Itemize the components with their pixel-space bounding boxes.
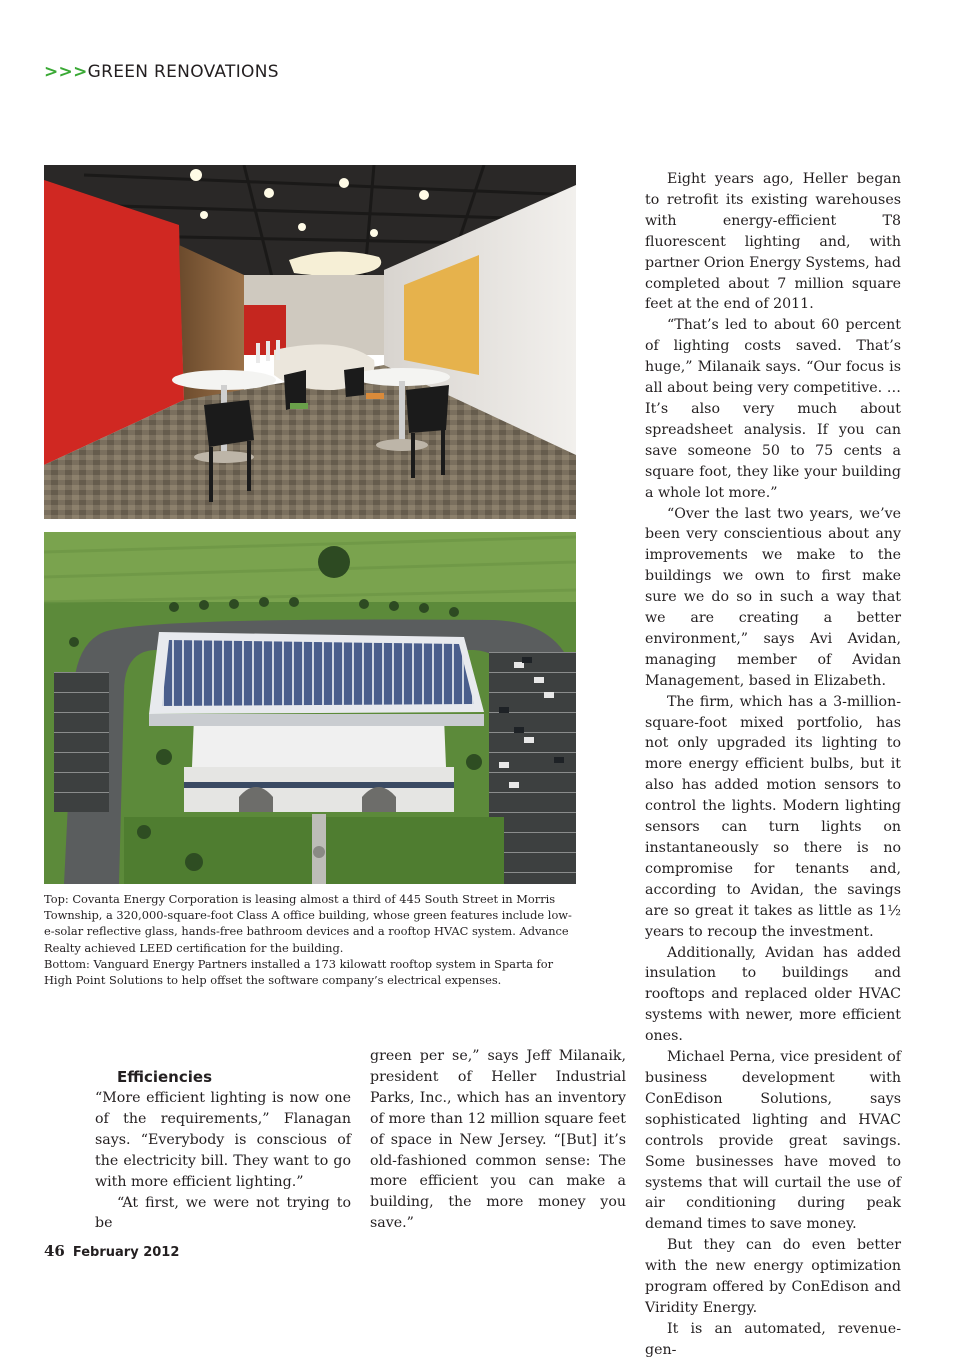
article-paragraph: Additionally, Avidan has added insulation to buildings and rooftops and replaced older HVAC systems with newer, more efficient ones. [645, 944, 901, 1045]
section-title: GREEN RENOVATIONS [87, 62, 279, 82]
page-footer [44, 1242, 179, 1260]
aerial-building-photo [44, 532, 576, 884]
article-paragraph: “More efficient lighting is now one of the requirements,” Flanagan says. “Everybody is conscious of the electricity bill. They want to go with more efficient lighting.” [95, 1090, 351, 1190]
article-column-middle [370, 1046, 626, 1234]
article-paragraph: “At first, we were not trying to be [95, 1194, 351, 1232]
article-paragraph: Michael Perna, vice president of business development with ConEdison Solutions, says sophisticated lighting and HVAC controls provide great savings. Some businesses have moved to systems that will curtail the use of air conditioning during peak demand times to save money. [645, 1049, 901, 1233]
caption-bottom: Bottom: Vanguard Energy Partners installed a 173 kilowatt rooftop system in Sparta for High Point Solutions to help offset the software company’s electrical expenses. [44, 956, 554, 988]
photo-caption [44, 891, 574, 988]
section-header [44, 62, 279, 82]
article-paragraph: “That’s led to about 60 percent of lighting costs saved. That’s huge,” Milanaik says. “Our focus is all about being very competitive. … It’s also very much about spreadsheet analysis. If you can save someone 50 to 75 cents a square foot, they like your building a whole lot more.” [645, 317, 901, 501]
issue-date: February 2012 [72, 1245, 180, 1260]
article-paragraph: The firm, which has a 3-million-square-foot mixed portfolio, has not only upgraded its lighting to more energy efficient bulbs, but it also has added motion sensors to control the lights. Modern lighting sensors can turn lights on instantaneously so there is no compromise for tenants and, according to Avidan, the savings are so great it takes as little as 1½ years to recoup the investment. [645, 693, 901, 940]
section-arrows: >>> [44, 62, 88, 82]
article-column-right [645, 169, 901, 1361]
article-paragraph: It is an automated, revenue-gen- [645, 1320, 901, 1358]
page-number: 46 [44, 1242, 65, 1260]
article-paragraph: green per se,” says Jeff Milanaik, president of Heller Industrial Parks, Inc., which has an inventory of more than 12 million square feet of space in New Jersey. “[But] it’s old-fashioned common sense: The more efficient you can make a building, the more money you save.” [370, 1048, 626, 1232]
interior-lounge-photo [44, 165, 576, 519]
article-paragraph: Eight years ago, Heller began to retrofit its existing warehouses with energy-efficient T8 fluorescent lighting and, with partner Orion Energy Systems, had completed about 7 million square feet at the end of 2011. [645, 171, 901, 313]
caption-top: Top: Covanta Energy Corporation is leasing almost a third of 445 South Street in Morris Township, a 320,000-square-foot Class A office building, whose green features include low-e-solar reflective glass, hands-free bathroom devices and a rooftop HVAC system. Advance Realty achieved LEED certification for the building. [44, 892, 572, 955]
article-paragraph: “Over the last two years, we’ve been very conscientious about any improvements we make to the buildings we own to first make sure we do so in such a way that we are creating a better environment,” says Avi Avidan, managing member of Avidan Management, based in Elizabeth. [645, 505, 901, 689]
efficiencies-subhead: Efficiencies [117, 1068, 212, 1086]
article-paragraph: But they can do even better with the new energy optimization program offered by ConEdison and Viridity Energy. [645, 1237, 901, 1316]
article-column-left [95, 1066, 351, 1234]
